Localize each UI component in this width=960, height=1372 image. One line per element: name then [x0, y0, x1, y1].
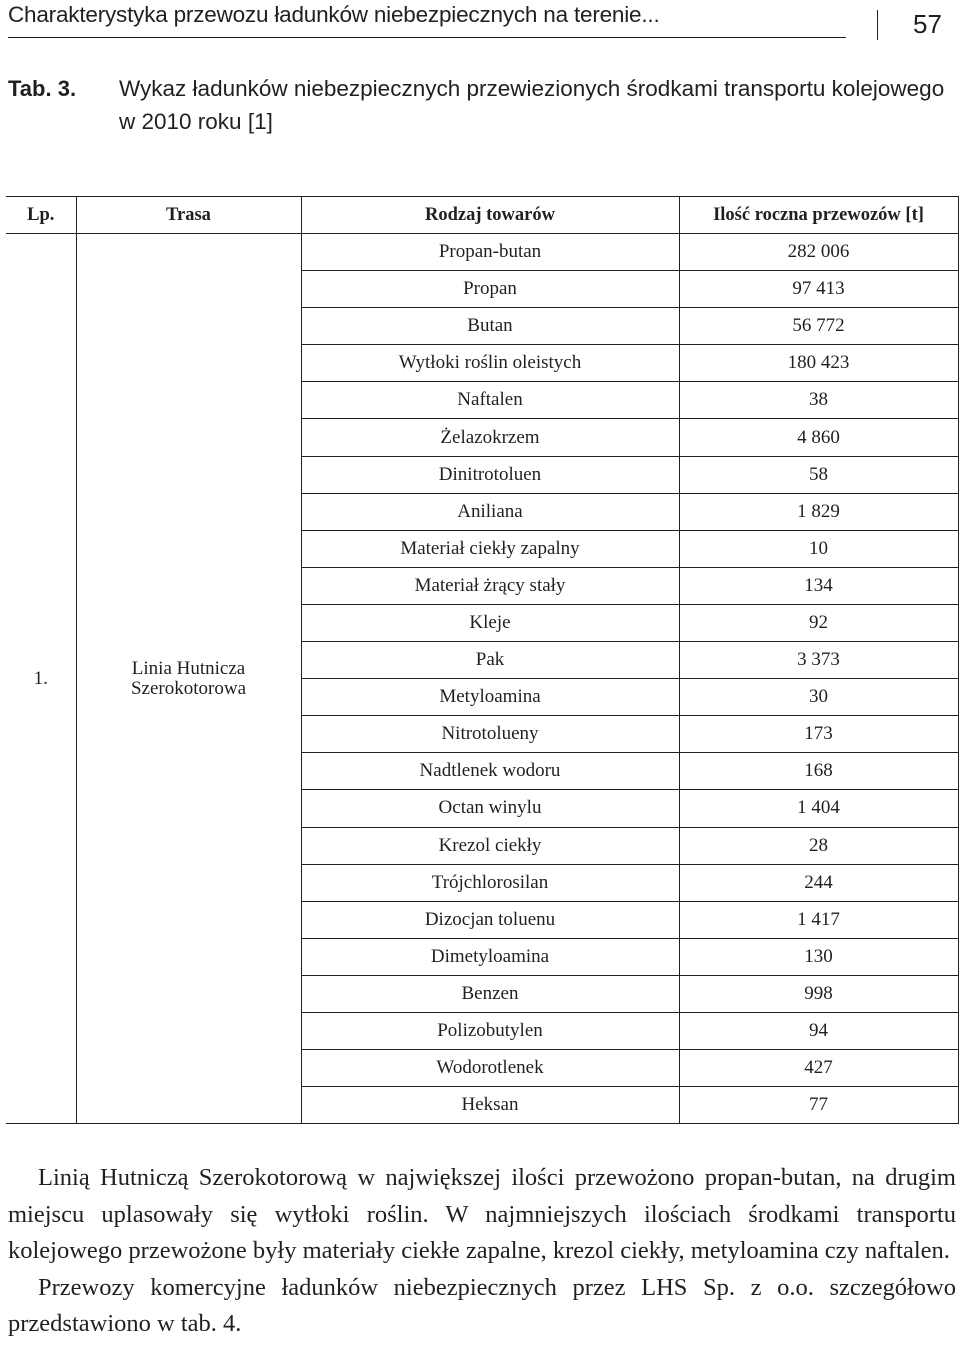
cell-amount: 282 006	[679, 234, 958, 271]
cell-goods: Polizobutylen	[301, 1012, 679, 1049]
cell-amount: 10	[679, 530, 958, 567]
header-rule	[8, 37, 846, 38]
header-amount: Ilość roczna przewozów [t]	[679, 197, 958, 234]
cell-amount: 30	[679, 679, 958, 716]
cell-amount: 28	[679, 827, 958, 864]
cell-amount: 1 404	[679, 790, 958, 827]
cell-amount: 427	[679, 1050, 958, 1087]
cell-amount: 56 772	[679, 308, 958, 345]
cell-amount: 134	[679, 567, 958, 604]
cell-goods: Wodorotlenek	[301, 1050, 679, 1087]
cell-amount: 168	[679, 753, 958, 790]
cell-goods: Dimetyloamina	[301, 938, 679, 975]
cell-goods: Heksan	[301, 1087, 679, 1124]
cell-goods: Octan winylu	[301, 790, 679, 827]
cell-goods: Metyloamina	[301, 679, 679, 716]
cell-goods: Żelazokrzem	[301, 419, 679, 456]
cell-goods: Nadtlenek wodoru	[301, 753, 679, 790]
header-separator	[877, 10, 878, 40]
cell-goods: Kleje	[301, 604, 679, 641]
cell-goods: Materiał żrący stały	[301, 567, 679, 604]
cell-goods: Aniliana	[301, 493, 679, 530]
cell-amount: 130	[679, 938, 958, 975]
cell-goods: Dinitrotoluen	[301, 456, 679, 493]
body-text	[8, 1160, 956, 1343]
cell-amount: 97 413	[679, 271, 958, 308]
cell-amount: 3 373	[679, 642, 958, 679]
header-route: Trasa	[76, 197, 301, 234]
table-body	[6, 234, 958, 1124]
cell-lp: 1.	[6, 234, 76, 1124]
cell-amount: 92	[679, 604, 958, 641]
cell-amount: 77	[679, 1087, 958, 1124]
cell-amount: 58	[679, 456, 958, 493]
table-caption-label: Tab. 3.	[8, 76, 77, 101]
table-row	[6, 234, 958, 271]
cell-amount: 998	[679, 975, 958, 1012]
cell-goods: Propan	[301, 271, 679, 308]
cell-goods: Materiał ciekły zapalny	[301, 530, 679, 567]
header-lp: Lp.	[6, 197, 76, 234]
cell-goods: Butan	[301, 308, 679, 345]
dangerous-goods-table	[6, 196, 959, 1124]
cell-amount: 173	[679, 716, 958, 753]
page-number: 57	[913, 9, 942, 39]
cell-goods: Nitrotolueny	[301, 716, 679, 753]
table-caption-text: Wykaz ładunków niebezpiecznych przewiezionych środkami transportu kolejowego w 2010 roku [1]	[119, 76, 945, 134]
cell-goods: Wytłoki roślin oleistych	[301, 345, 679, 382]
cell-amount: 94	[679, 1012, 958, 1049]
cell-amount: 1 829	[679, 493, 958, 530]
cell-amount: 1 417	[679, 901, 958, 938]
table-header-row	[6, 197, 958, 234]
cell-route: Linia Hutnicza Szerokotorowa	[76, 234, 301, 1124]
cell-goods: Trójchlorosilan	[301, 864, 679, 901]
cell-amount: 38	[679, 382, 958, 419]
running-title: Charakterystyka przewozu ładunków niebezpiecznych na terenie...	[8, 2, 660, 27]
cell-goods: Krezol ciekły	[301, 827, 679, 864]
cell-amount: 180 423	[679, 345, 958, 382]
header-goods: Rodzaj towarów	[301, 197, 679, 234]
cell-goods: Benzen	[301, 975, 679, 1012]
cell-goods: Pak	[301, 642, 679, 679]
paragraph: Przewozy komercyjne ładunków niebezpiecznych przez LHS Sp. z o.o. szczegółowo przedstawiono w tab. 4.	[8, 1273, 956, 1337]
running-header	[8, 0, 952, 40]
cell-goods: Naftalen	[301, 382, 679, 419]
cell-amount: 244	[679, 864, 958, 901]
cell-amount: 4 860	[679, 419, 958, 456]
cell-goods: Propan-butan	[301, 234, 679, 271]
cell-goods: Dizocjan toluenu	[301, 901, 679, 938]
paragraph: Linią Hutniczą Szerokotorową w największej ilości przewożono propan-butan, na drugim miejscu uplasowały się wytłoki roślin. W najmniejszych ilościach środkami transportu kolejowego przewożone były materiały ciekłe zapalne, krezol ciekły, metyloamina czy naftalen.	[8, 1164, 956, 1264]
